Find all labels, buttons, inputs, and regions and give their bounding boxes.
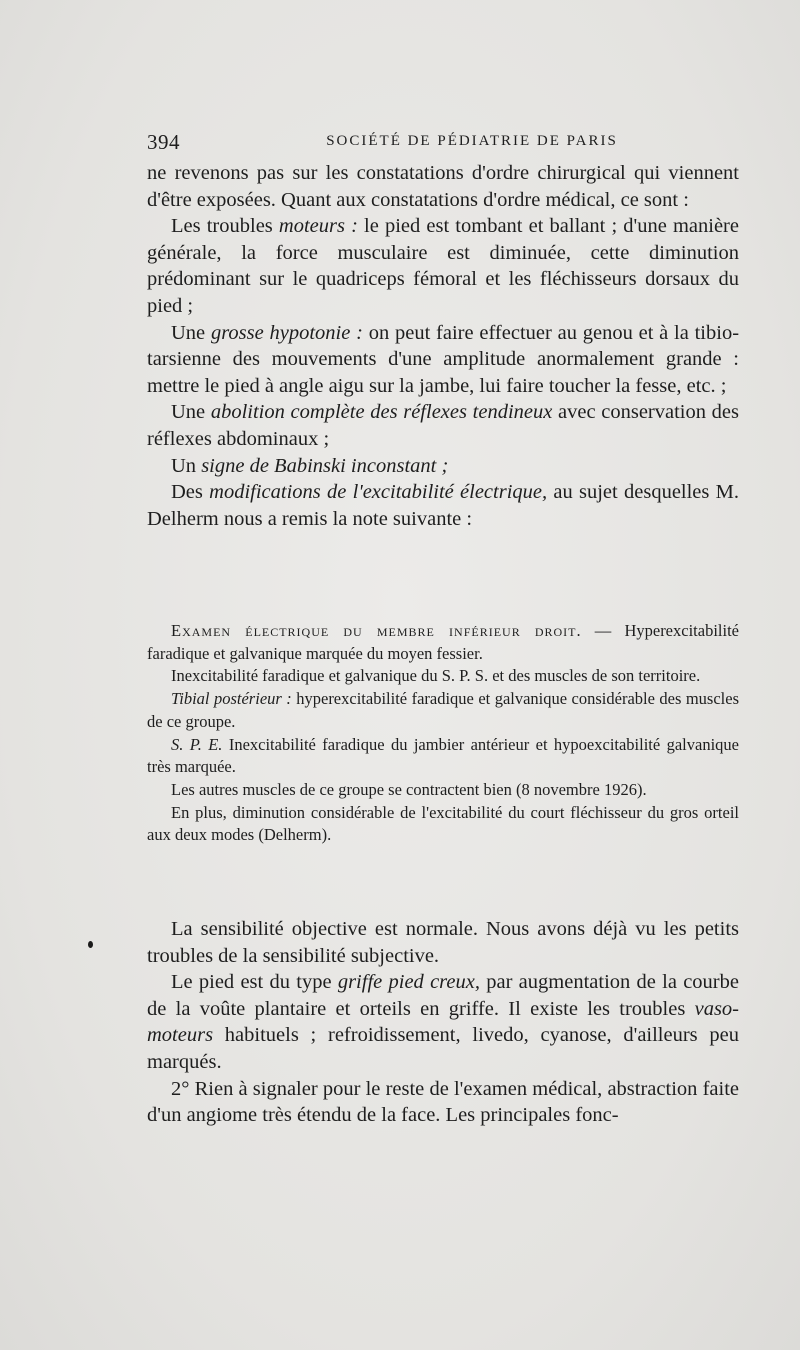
paragraph: Les troubles moteurs : le pied est tombant et ballant ; d'une manière générale, la force musculaire est diminuée, cette diminution prédominant sur le quadriceps fémoral et les fléchisseurs dorsaux du pied ;: [147, 215, 739, 317]
body-text-upper: [147, 160, 739, 532]
body-text-lower: [147, 916, 739, 1129]
note-paragraph: Inexcitabilité faradique et galvanique du S. P. S. et des muscles de son territoire.: [171, 666, 701, 686]
paragraph: Le pied est du type griffe pied creux, par augmentation de la courbe de la voûte plantaire et orteils en griffe. Il existe les troubles vaso-moteurs habituels ; refroidissement, livedo, cyanose, d'ailleurs peu marqués.: [147, 971, 739, 1073]
electrical-exam-note: [147, 620, 739, 847]
note-paragraph: En plus, diminution considérable de l'excitabilité du court fléchisseur du gros orteil aux deux modes (Delherm).: [147, 802, 739, 845]
paragraph: Une grosse hypotonie : on peut faire effectuer au genou et à la tibio-tarsienne des mouvements d'une amplitude anormalement grande : mettre le pied à angle aigu sur la jambe, lui faire toucher la fesse, etc. ;: [147, 321, 740, 397]
note-paragraph: Les autres muscles de ce groupe se contractent bien (8 novembre 1926).: [171, 779, 647, 799]
paragraph: Des modifications de l'excitabilité électrique, au sujet desquelles M. Delherm nous a remis la note suivante :: [147, 481, 739, 530]
ink-speck: [88, 941, 93, 948]
note-paragraph: S. P. E. Inexcitabilité faradique du jambier antérieur et hypoexcitabilité galvanique très marquée.: [147, 734, 739, 777]
running-title: SOCIÉTÉ DE PÉDIATRIE DE PARIS: [326, 133, 618, 149]
note-paragraph: Examen électrique du membre inférieur droit. — Hyperexcitabilité faradique et galvanique marquée du moyen fessier.: [147, 621, 739, 663]
paragraph: 2° Rien à signaler pour le reste de l'examen médical, abstraction faite d'un angiome très étendu de la face. Les principales fonc-: [147, 1077, 739, 1127]
page-header: [147, 130, 737, 156]
paragraph: Un signe de Babinski inconstant ;: [171, 454, 449, 477]
paragraph: La sensibilité objective est normale. Nous avons déjà vu les petits troubles de la sensibilité subjective.: [147, 918, 739, 967]
paragraph: Une abolition complète des réflexes tendineux avec conservation des réflexes abdominaux ;: [147, 401, 739, 450]
page-number: 394: [147, 130, 180, 154]
paragraph: ne revenons pas sur les constatations d'ordre chirurgical qui viennent d'être exposées. Quant aux constatations d'ordre médical, ce sont :: [147, 162, 739, 211]
note-paragraph: Tibial postérieur : hyperexcitabilité faradique et galvanique considérable des muscles de ce groupe.: [147, 689, 740, 731]
